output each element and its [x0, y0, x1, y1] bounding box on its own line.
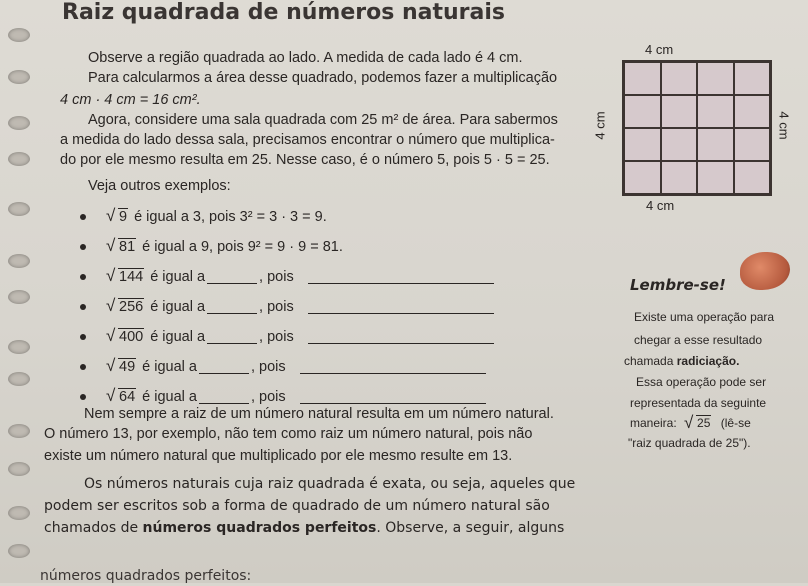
- square-root: [684, 416, 711, 430]
- bullet-dot: [80, 244, 86, 250]
- square-root: [106, 359, 136, 375]
- grid-cell: [734, 62, 771, 95]
- ring: [8, 340, 30, 354]
- page-title: Raiz quadrada de números naturais: [62, 0, 505, 25]
- example-text: é igual a: [150, 269, 206, 285]
- body-text: chamados de: [44, 520, 139, 536]
- grid-cell: [624, 128, 661, 161]
- answer-blank[interactable]: [308, 331, 494, 344]
- grid-cell: [734, 128, 771, 161]
- reminder-line: Existe uma operação para: [634, 310, 775, 324]
- square-root: [106, 329, 144, 345]
- body-line: [44, 518, 564, 538]
- ring: [8, 462, 30, 476]
- grid-cell: [661, 161, 698, 194]
- figure-top-label: 4 cm: [645, 42, 674, 57]
- example-text: é igual a 9, pois 9² = 9 · 9 = 81.: [142, 239, 343, 255]
- bullet-dot: [80, 214, 86, 220]
- figure-left-label: 4 cm: [592, 111, 608, 140]
- ring: [8, 544, 30, 558]
- square-root: [106, 209, 128, 225]
- bullet-dot: [80, 274, 86, 280]
- intro-line: Para calcularmos a área desse quadrado, podemos fazer a multiplicação: [88, 70, 558, 86]
- reminder-line: "raiz quadrada de 25").: [628, 436, 751, 450]
- list-item: [80, 322, 494, 352]
- body-text: . Observe, a seguir, alguns: [376, 520, 565, 536]
- reminder-text: (lê-se: [720, 416, 751, 430]
- example-text: , pois: [259, 299, 294, 315]
- ring: [8, 372, 30, 386]
- bullet-dot: [80, 334, 86, 340]
- square-root: [106, 269, 144, 285]
- ring: [8, 254, 30, 268]
- example-text: é igual a: [150, 329, 206, 345]
- intro-line: do por ele mesmo resulta em 25. Nesse caso, é o número 5, pois 5 · 5 = 25.: [60, 152, 550, 168]
- body-line: Os números naturais cuja raiz quadrada é exata, ou seja, aqueles que: [84, 476, 576, 492]
- answer-blank[interactable]: [300, 361, 486, 374]
- radicand: 400: [119, 329, 144, 345]
- body-line: podem ser escritos sob a forma de quadrado de um número natural são: [44, 498, 550, 514]
- intro-line: Agora, considere uma sala quadrada com 25 m² de área. Para sabermos: [88, 112, 558, 128]
- answer-blank[interactable]: [207, 301, 257, 314]
- grid-cell: [624, 161, 661, 194]
- answer-blank[interactable]: [199, 391, 249, 404]
- grid-cell: [697, 95, 734, 128]
- example-text: é igual a: [142, 389, 197, 405]
- ring: [8, 70, 30, 84]
- key-term: números quadrados perfeitos: [142, 520, 377, 536]
- ring: [8, 28, 30, 42]
- intro-line: Veja outros exemplos:: [88, 178, 231, 194]
- grid-cell: [624, 95, 661, 128]
- body-line: O número 13, por exemplo, não tem como raiz um número natural, pois não: [44, 426, 533, 442]
- grid-cell: [734, 95, 771, 128]
- ring: [8, 152, 30, 166]
- list-item: [80, 352, 494, 382]
- intro-line: a medida do lado dessa sala, precisamos encontrar o número que multiplica-: [60, 132, 555, 148]
- intro-line: Observe a região quadrada ao lado. A medida de cada lado é 4 cm.: [88, 50, 523, 66]
- answer-blank[interactable]: [199, 361, 249, 374]
- grid-cell: [661, 62, 698, 95]
- binding-rings: [0, 0, 44, 583]
- square-root: [106, 389, 136, 405]
- example-text: , pois: [250, 389, 286, 405]
- body-line: Nem sempre a raiz de um número natural resulta em um número natural.: [84, 406, 554, 422]
- reminder-line: [624, 354, 739, 368]
- ring: [8, 290, 30, 304]
- reminder-text: maneira:: [630, 416, 677, 430]
- reminder-line: Essa operação pode ser: [636, 375, 767, 389]
- grid-cell: [697, 161, 734, 194]
- grid-cell: [697, 128, 734, 161]
- list-item: [80, 232, 494, 262]
- radicand: 256: [119, 299, 144, 315]
- body-line-cutoff: números quadrados perfeitos:: [40, 568, 252, 584]
- radicand: 25: [697, 416, 711, 430]
- radicand: 9: [119, 209, 128, 225]
- answer-blank[interactable]: [207, 331, 257, 344]
- grid-cell: [661, 128, 698, 161]
- example-text: , pois: [259, 269, 294, 285]
- bullet-dot: [80, 364, 86, 370]
- reminder-text: chamada: [624, 354, 674, 368]
- example-text: é igual a 3, pois 3² = 3 · 3 = 9.: [134, 209, 327, 225]
- reminder-line: [630, 416, 751, 430]
- grid-cell: [661, 95, 698, 128]
- list-item: [80, 202, 494, 232]
- square-root: [106, 299, 144, 315]
- square-grid: [622, 60, 772, 196]
- ring: [8, 116, 30, 130]
- list-item: [80, 292, 494, 322]
- reminder-line: representada da seguinte: [630, 396, 767, 410]
- answer-blank[interactable]: [207, 271, 257, 284]
- bullet-dot: [80, 304, 86, 310]
- body-line: existe um número natural que multiplicado por ele mesmo resulte em 13.: [44, 448, 513, 464]
- grid-cell: [734, 161, 771, 194]
- rock-illustration: [740, 252, 790, 290]
- reminder-title: Lembre-se!: [630, 276, 726, 294]
- ring: [8, 202, 30, 216]
- example-text: , pois: [259, 329, 294, 345]
- answer-blank[interactable]: [300, 391, 486, 404]
- ring: [8, 506, 30, 520]
- example-text: é igual a: [150, 299, 206, 315]
- radicand: 144: [119, 269, 144, 285]
- radicand: 64: [119, 389, 136, 405]
- square-figure: [622, 60, 772, 196]
- radicand: 81: [119, 239, 136, 255]
- examples-list: [80, 202, 494, 412]
- square-root: [106, 239, 136, 255]
- grid-cell: [697, 62, 734, 95]
- example-text: é igual a: [142, 359, 197, 375]
- answer-blank[interactable]: [308, 271, 494, 284]
- example-text: , pois: [250, 359, 286, 375]
- grid-cell: [624, 62, 661, 95]
- reminder-line: chegar a esse resultado: [634, 333, 763, 347]
- answer-blank[interactable]: [308, 301, 494, 314]
- intro-equation: 4 cm · 4 cm = 16 cm².: [60, 92, 201, 108]
- radicand: 49: [119, 359, 136, 375]
- reminder-keyword: radiciação.: [676, 354, 740, 368]
- list-item: [80, 262, 494, 292]
- ring: [8, 424, 30, 438]
- figure-right-label: 4 cm: [776, 111, 792, 140]
- bullet-dot: [80, 394, 86, 400]
- figure-bottom-label: 4 cm: [646, 198, 675, 213]
